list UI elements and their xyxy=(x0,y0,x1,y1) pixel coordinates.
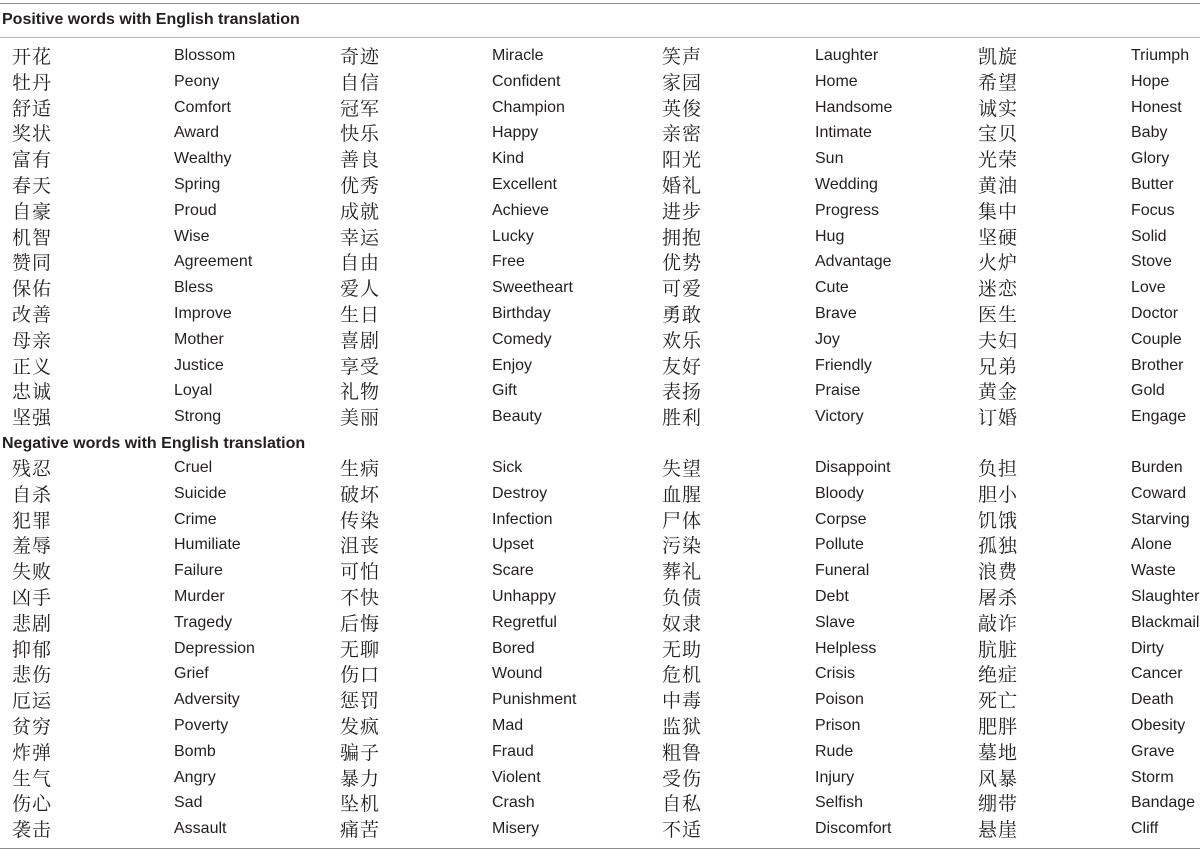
english-translation: Couple xyxy=(1131,330,1182,348)
english-translation: Punishment xyxy=(492,691,577,709)
chinese-word: 袭击 xyxy=(12,819,53,842)
english-translation: Dirty xyxy=(1131,639,1164,657)
table-row xyxy=(0,740,1200,766)
english-translation: Praise xyxy=(815,382,861,400)
chinese-word: 不快 xyxy=(340,587,381,609)
chinese-word: 羞辱 xyxy=(12,535,53,558)
chinese-word: 饥饿 xyxy=(978,509,1019,532)
english-translation: Rude xyxy=(815,742,854,760)
header-rule xyxy=(0,37,1200,38)
english-translation: Award xyxy=(174,124,220,142)
chinese-word: 坚强 xyxy=(12,407,53,430)
chinese-word: 坠机 xyxy=(340,793,381,816)
english-translation: Excellent xyxy=(492,176,557,193)
chinese-word: 生病 xyxy=(340,458,381,480)
table-row xyxy=(0,302,1200,328)
english-translation: Bomb xyxy=(174,742,216,760)
chinese-word: 表扬 xyxy=(662,381,703,404)
english-translation: Brother xyxy=(1131,356,1184,374)
chinese-word: 生气 xyxy=(12,767,53,790)
chinese-word: 富有 xyxy=(12,149,53,172)
english-translation: Joy xyxy=(815,330,840,348)
chinese-word: 坚硬 xyxy=(978,226,1019,249)
english-translation: Engage xyxy=(1131,408,1187,426)
chinese-word: 优秀 xyxy=(340,175,381,197)
table-row xyxy=(0,482,1200,508)
english-translation: Laughter xyxy=(815,47,879,64)
english-translation: Grave xyxy=(1131,742,1175,760)
english-translation: Friendly xyxy=(815,356,872,374)
english-translation: Helpless xyxy=(815,639,877,657)
table-row xyxy=(0,199,1200,225)
english-translation: Lucky xyxy=(492,227,534,245)
english-translation: Victory xyxy=(815,408,864,426)
english-translation: Happy xyxy=(492,124,539,142)
chinese-word: 光荣 xyxy=(978,149,1019,172)
english-translation: Coward xyxy=(1131,484,1187,502)
chinese-word: 奴隶 xyxy=(662,612,703,635)
table-row xyxy=(0,766,1200,792)
english-translation: Injury xyxy=(815,768,855,786)
table-row xyxy=(0,379,1200,405)
chinese-word: 阳光 xyxy=(662,149,703,172)
chinese-word: 火炉 xyxy=(978,252,1019,275)
english-translation: Poverty xyxy=(174,717,229,734)
english-translation: Upset xyxy=(492,536,534,554)
chinese-word: 风暴 xyxy=(978,767,1019,790)
chinese-word: 忠诚 xyxy=(12,381,53,404)
chinese-word: 孤独 xyxy=(978,535,1019,558)
english-translation: Disappoint xyxy=(815,459,891,476)
chinese-word: 医生 xyxy=(978,304,1019,326)
bottom-rule xyxy=(0,848,1200,849)
english-translation: Discomfort xyxy=(815,820,892,838)
english-translation: Alone xyxy=(1131,536,1172,554)
english-translation: Enjoy xyxy=(492,356,533,374)
chinese-word: 墓地 xyxy=(978,741,1019,764)
english-translation: Loyal xyxy=(174,382,213,400)
chinese-word: 负债 xyxy=(662,587,703,609)
table-row xyxy=(0,354,1200,380)
english-translation: Triumph xyxy=(1131,47,1190,64)
english-translation: Regretful xyxy=(492,613,557,631)
english-translation: Selfish xyxy=(815,794,864,812)
chinese-word: 诚实 xyxy=(978,97,1019,120)
english-translation: Sun xyxy=(815,150,844,168)
english-translation: Glory xyxy=(1131,150,1170,168)
chinese-word: 赞同 xyxy=(12,252,53,275)
table-row xyxy=(0,328,1200,354)
english-translation: Mad xyxy=(492,717,524,734)
english-translation: Honest xyxy=(1131,98,1182,116)
english-translation: Sweetheart xyxy=(492,279,573,297)
english-translation: Crisis xyxy=(815,665,855,683)
chinese-word: 破坏 xyxy=(340,483,381,506)
chinese-word: 奖状 xyxy=(12,123,53,146)
english-translation: Doctor xyxy=(1131,305,1179,322)
chinese-word: 奇迹 xyxy=(340,46,381,68)
english-translation: Slaughter xyxy=(1131,588,1200,605)
english-translation: Suicide xyxy=(174,484,227,502)
table-row xyxy=(0,44,1200,70)
chinese-word: 美丽 xyxy=(340,407,381,430)
chinese-word: 自杀 xyxy=(12,483,53,506)
chinese-word: 善良 xyxy=(340,149,381,172)
table-row xyxy=(0,559,1200,585)
english-translation: Pollute xyxy=(815,536,864,554)
english-translation: Baby xyxy=(1131,124,1168,142)
chinese-word: 快乐 xyxy=(340,123,381,146)
english-translation: Mother xyxy=(174,330,224,348)
table-row xyxy=(0,70,1200,96)
table-row xyxy=(0,533,1200,559)
chinese-word: 犯罪 xyxy=(12,509,53,532)
chinese-word: 死亡 xyxy=(978,690,1019,713)
table-row xyxy=(0,276,1200,302)
table-row xyxy=(0,637,1200,663)
table-row xyxy=(0,456,1200,482)
english-translation: Sad xyxy=(174,794,203,812)
chinese-word: 凶手 xyxy=(12,587,53,609)
table-row xyxy=(0,508,1200,534)
english-translation: Humiliate xyxy=(174,536,241,554)
chinese-word: 冠军 xyxy=(340,97,381,120)
english-translation: Burden xyxy=(1131,459,1183,476)
chinese-word: 幸运 xyxy=(340,226,381,249)
chinese-word: 敲诈 xyxy=(978,612,1019,635)
chinese-word: 监狱 xyxy=(662,716,703,738)
english-translation: Miracle xyxy=(492,47,544,64)
english-translation: Comfort xyxy=(174,98,231,116)
english-translation: Murder xyxy=(174,588,225,605)
chinese-word: 希望 xyxy=(978,71,1019,94)
english-translation: Bless xyxy=(174,279,214,297)
english-translation: Spring xyxy=(174,176,221,193)
chinese-word: 悲伤 xyxy=(12,664,53,687)
chinese-word: 爱人 xyxy=(340,278,381,301)
table-row xyxy=(0,688,1200,714)
english-translation: Bandage xyxy=(1131,794,1196,812)
english-translation: Bloody xyxy=(815,484,864,502)
table-row xyxy=(0,791,1200,817)
english-translation: Assault xyxy=(174,820,227,838)
chinese-word: 改善 xyxy=(12,304,53,326)
english-translation: Angry xyxy=(174,768,216,786)
chinese-word: 受伤 xyxy=(662,767,703,790)
chinese-word: 牡丹 xyxy=(12,71,53,94)
chinese-word: 亲密 xyxy=(662,123,703,146)
chinese-word: 生日 xyxy=(340,304,381,326)
table-row xyxy=(0,585,1200,611)
chinese-word: 友好 xyxy=(662,355,703,378)
table-row xyxy=(0,121,1200,147)
chinese-word: 伤口 xyxy=(340,664,381,687)
english-translation: Cruel xyxy=(174,459,213,476)
chinese-word: 春天 xyxy=(12,175,53,197)
chinese-word: 保佑 xyxy=(12,278,53,301)
english-translation: Poison xyxy=(815,691,864,709)
chinese-word: 沮丧 xyxy=(340,535,381,558)
table-row xyxy=(0,250,1200,276)
english-translation: Grief xyxy=(174,665,209,683)
table-row xyxy=(0,611,1200,637)
english-translation: Sick xyxy=(492,459,523,476)
chinese-word: 无助 xyxy=(662,638,703,661)
chinese-word: 粗鲁 xyxy=(662,741,703,764)
chinese-word: 开花 xyxy=(12,46,53,68)
chinese-word: 暴力 xyxy=(340,767,381,790)
table-row xyxy=(0,817,1200,843)
chinese-word: 胆小 xyxy=(978,483,1019,506)
chinese-word: 优势 xyxy=(662,252,703,275)
english-translation: Proud xyxy=(174,201,217,219)
english-translation: Waste xyxy=(1131,562,1176,580)
chinese-word: 集中 xyxy=(978,200,1019,223)
english-translation: Comedy xyxy=(492,330,552,348)
chinese-word: 笑声 xyxy=(662,46,703,68)
english-translation: Focus xyxy=(1131,201,1175,219)
english-translation: Butter xyxy=(1131,176,1174,193)
chinese-word: 无聊 xyxy=(340,638,381,661)
english-translation: Misery xyxy=(492,820,540,838)
english-translation: Handsome xyxy=(815,98,893,116)
chinese-word: 黄油 xyxy=(978,175,1019,197)
english-translation: Beauty xyxy=(492,408,542,426)
english-translation: Infection xyxy=(492,510,553,528)
english-translation: Failure xyxy=(174,562,223,580)
english-translation: Cliff xyxy=(1131,820,1159,838)
chinese-word: 肮脏 xyxy=(978,638,1019,661)
english-translation: Crime xyxy=(174,510,217,528)
chinese-word: 进步 xyxy=(662,200,703,223)
chinese-word: 订婚 xyxy=(978,407,1019,430)
english-translation: Fraud xyxy=(492,742,534,760)
english-translation: Justice xyxy=(174,356,224,374)
chinese-word: 正义 xyxy=(12,355,53,378)
chinese-word: 舒适 xyxy=(12,97,53,120)
english-translation: Scare xyxy=(492,562,534,580)
chinese-word: 兄弟 xyxy=(978,355,1019,378)
table-row xyxy=(0,662,1200,688)
english-translation: Agreement xyxy=(174,253,253,271)
chinese-word: 胜利 xyxy=(662,407,703,430)
english-translation: Wound xyxy=(492,665,543,683)
chinese-word: 可爱 xyxy=(662,278,703,301)
english-translation: Brave xyxy=(815,305,857,322)
chinese-word: 婚礼 xyxy=(662,175,703,197)
english-translation: Solid xyxy=(1131,227,1167,245)
chinese-word: 负担 xyxy=(978,458,1019,480)
chinese-word: 机智 xyxy=(12,226,53,249)
chinese-word: 母亲 xyxy=(12,329,53,352)
english-translation: Unhappy xyxy=(492,588,557,605)
chinese-word: 失败 xyxy=(12,561,53,584)
chinese-word: 后悔 xyxy=(340,612,381,635)
chinese-word: 骗子 xyxy=(340,741,381,764)
chinese-word: 绷带 xyxy=(978,793,1019,816)
english-translation: Kind xyxy=(492,150,525,168)
english-translation: Blackmail xyxy=(1131,613,1200,631)
english-translation: Wealthy xyxy=(174,150,232,168)
table-row xyxy=(0,173,1200,199)
chinese-word: 血腥 xyxy=(662,483,703,506)
english-translation: Death xyxy=(1131,691,1174,709)
negative-section-title: Negative words with English translation xyxy=(2,435,306,452)
chinese-word: 痛苦 xyxy=(340,819,381,842)
chinese-word: 贫穷 xyxy=(12,716,53,738)
english-translation: Adversity xyxy=(174,691,240,709)
chinese-word: 残忍 xyxy=(12,458,53,480)
chinese-word: 悬崖 xyxy=(978,819,1019,842)
chinese-word: 伤心 xyxy=(12,793,53,816)
chinese-word: 肥胖 xyxy=(978,716,1019,738)
chinese-word: 抑郁 xyxy=(12,638,53,661)
chinese-word: 欢乐 xyxy=(662,329,703,352)
chinese-word: 不适 xyxy=(662,819,703,842)
chinese-word: 失望 xyxy=(662,458,703,480)
chinese-word: 中毒 xyxy=(662,690,703,713)
chinese-word: 葬礼 xyxy=(662,561,703,584)
english-translation: Gift xyxy=(492,382,517,400)
chinese-word: 夫妇 xyxy=(978,329,1019,352)
english-translation: Stove xyxy=(1131,253,1172,271)
chinese-word: 自信 xyxy=(340,71,381,94)
chinese-word: 自由 xyxy=(340,252,381,275)
chinese-word: 成就 xyxy=(340,200,381,223)
english-translation: Violent xyxy=(492,768,541,786)
english-translation: Bored xyxy=(492,639,535,657)
english-translation: Slave xyxy=(815,613,856,631)
english-translation: Wedding xyxy=(815,176,878,193)
english-translation: Free xyxy=(492,253,525,271)
english-translation: Tragedy xyxy=(174,613,233,631)
chinese-word: 浪费 xyxy=(978,561,1019,584)
english-translation: Love xyxy=(1131,279,1166,297)
english-translation: Destroy xyxy=(492,484,548,502)
english-translation: Blossom xyxy=(174,47,236,64)
english-translation: Obesity xyxy=(1131,717,1186,734)
table-row xyxy=(0,225,1200,251)
chinese-word: 可怕 xyxy=(340,561,381,584)
chinese-word: 自私 xyxy=(662,793,703,816)
chinese-word: 宝贝 xyxy=(978,123,1019,146)
english-translation: Peony xyxy=(174,72,220,90)
chinese-word: 黄金 xyxy=(978,381,1019,404)
chinese-word: 喜剧 xyxy=(340,329,381,352)
table-row xyxy=(0,147,1200,173)
english-translation: Champion xyxy=(492,98,565,116)
chinese-word: 家园 xyxy=(662,71,703,94)
chinese-word: 尸体 xyxy=(662,509,703,532)
chinese-word: 凯旋 xyxy=(978,46,1019,68)
english-translation: Crash xyxy=(492,794,535,812)
chinese-word: 屠杀 xyxy=(978,587,1019,609)
chinese-word: 自豪 xyxy=(12,200,53,223)
chinese-word: 发疯 xyxy=(340,716,381,738)
chinese-word: 污染 xyxy=(662,535,703,558)
english-translation: Cancer xyxy=(1131,665,1183,683)
english-translation: Home xyxy=(815,72,858,90)
chinese-word: 炸弹 xyxy=(12,741,53,764)
english-translation: Advantage xyxy=(815,253,892,271)
chinese-word: 享受 xyxy=(340,355,381,378)
english-translation: Depression xyxy=(174,639,255,657)
english-translation: Storm xyxy=(1131,768,1174,786)
english-translation: Hope xyxy=(1131,72,1170,90)
table-row xyxy=(0,714,1200,740)
chinese-word: 惩罚 xyxy=(340,690,381,713)
table-row xyxy=(0,405,1200,431)
english-translation: Wise xyxy=(174,227,210,245)
english-translation: Debt xyxy=(815,588,849,605)
table-row xyxy=(0,96,1200,122)
english-translation: Birthday xyxy=(492,305,551,322)
chinese-word: 危机 xyxy=(662,664,703,687)
english-translation: Achieve xyxy=(492,201,549,219)
english-translation: Improve xyxy=(174,305,232,322)
english-translation: Corpse xyxy=(815,510,867,528)
chinese-word: 传染 xyxy=(340,509,381,532)
english-translation: Cute xyxy=(815,279,849,297)
english-translation: Confident xyxy=(492,72,561,90)
chinese-word: 迷恋 xyxy=(978,278,1019,301)
english-translation: Intimate xyxy=(815,124,872,142)
english-translation: Hug xyxy=(815,227,845,245)
top-rule xyxy=(0,3,1200,4)
chinese-word: 厄运 xyxy=(12,690,53,713)
english-translation: Prison xyxy=(815,717,861,734)
positive-section-title: Positive words with English translation xyxy=(2,11,300,28)
english-translation: Gold xyxy=(1131,382,1165,400)
english-translation: Starving xyxy=(1131,510,1190,528)
chinese-word: 英俊 xyxy=(662,97,703,120)
chinese-word: 绝症 xyxy=(978,664,1019,687)
chinese-word: 礼物 xyxy=(340,381,381,404)
chinese-word: 悲剧 xyxy=(12,612,53,635)
chinese-word: 拥抱 xyxy=(662,226,703,249)
english-translation: Funeral xyxy=(815,562,870,580)
chinese-word: 勇敢 xyxy=(662,304,703,326)
english-translation: Strong xyxy=(174,408,222,426)
english-translation: Progress xyxy=(815,201,880,219)
